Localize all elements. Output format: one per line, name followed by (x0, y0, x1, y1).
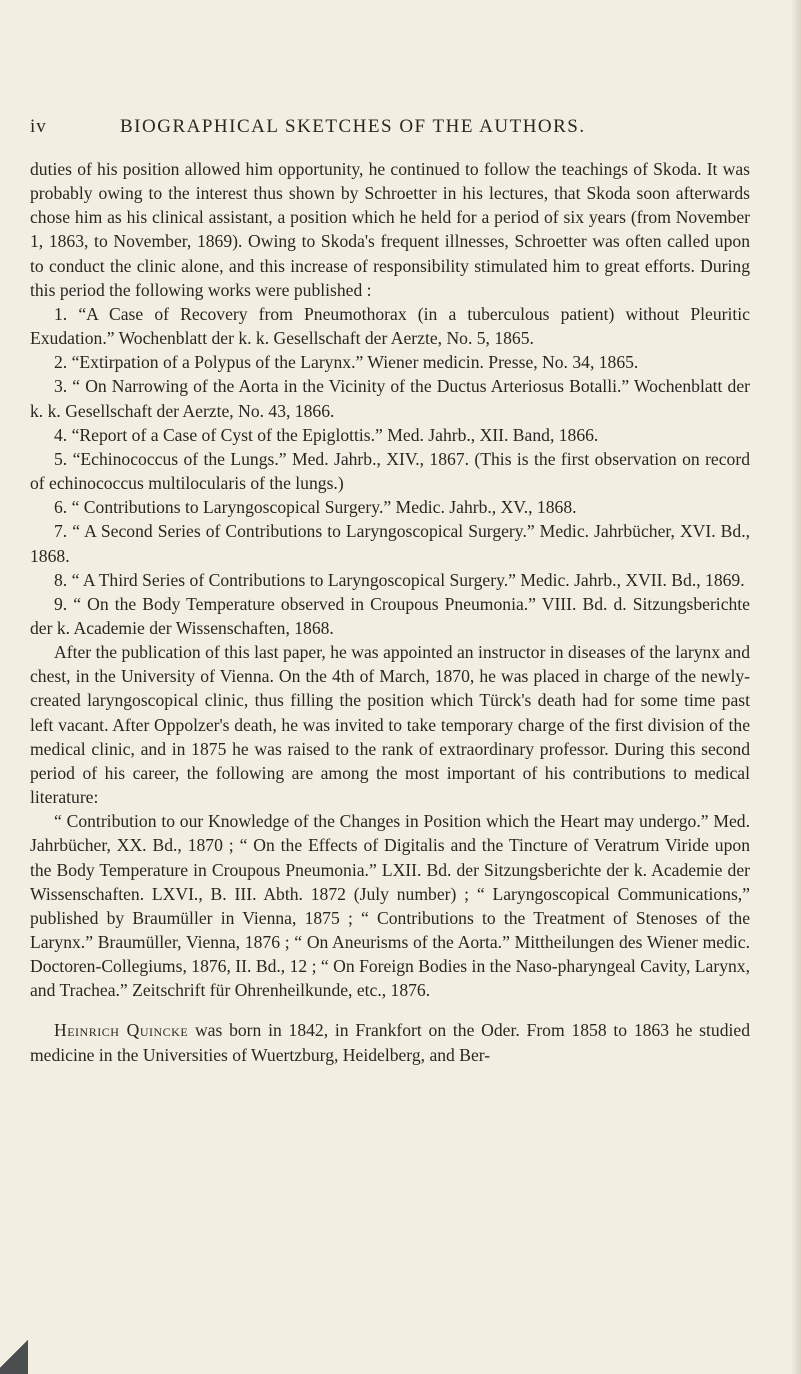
page-body (30, 157, 750, 1067)
quincke-text: was born in 1842, in Frankfort on the Oder. From 1858 to 1863 he studied medicine in the Universities of Wuertzburg, Heidelberg, and Ber- (30, 1020, 750, 1065)
page-number: iv (30, 116, 47, 137)
publication-item: 3. “ On Narrowing of the Aorta in the Vicinity of the Ductus Arteriosus Botalli.” Wochenblatt der k. k. Gesellschaft der Aerzte, No. 43, 1866. (30, 376, 750, 421)
contributions-paragraph: “ Contribution to our Knowledge of the Changes in Position which the Heart may undergo.” Med. Jahrbücher, XX. Bd., 1870 ; “ On the Effects of Digitalis and the Tincture of Veratrum Viride upon the Body Temperature in Croupous Pneumonia.” LXII. Bd. der Sitzungsberichte der k. Academie der Wissenschaften. LXVI., B. III. Abth. 1872 (July number) ; “ Laryngoscopical Communications,” published by Braumüller in Vienna, 1875 ; “ Contributions to the Treatment of Stenoses of the Larynx.” Braumüller, Vienna, 1876 ; “ On Aneurisms of the Aorta.” Mittheilungen des Wiener medic. Doctoren-Collegiums, 1876, II. Bd., 12 ; “ On Foreign Bodies in the Naso-pharyngeal Cavity, Larynx, and Trachea.” Zeitschrift für Ohrenheilkunde, etc., 1876. (30, 811, 750, 1001)
intro-paragraph: duties of his position allowed him opportunity, he continued to follow the teachings of Skoda. It was probably owing to the interest thus shown by Schroetter in his lectures, that Skoda soon afterwards chose him as his clinical assistant, a position which he held for a period of six years (from November 1, 1863, to November, 1869). Owing to Skoda's frequent illnesses, Schroetter was often called upon to conduct the clinic alone, and this increase of responsibility stimulated him to great efforts. During this period the following works were published : (30, 159, 750, 300)
running-title: BIOGRAPHICAL SKETCHES OF THE AUTHORS. (120, 116, 586, 137)
career-paragraph: After the publication of this last paper, he was appointed an instructor in diseases of the larynx and chest, in the University of Vienna. On the 4th of March, 1870, he was placed in charge of the newly-created laryngoscopical clinic, thus filling the position which Türck's death had for some time past left vacant. After Oppolzer's death, he was invited to take temporary charge of the first division of the medical clinic, and in 1875 he was raised to the rank of extraordinary professor. During this second period of his career, the following are among the most important of his contributions to medical literature: (30, 642, 750, 808)
publication-item: 4. “Report of a Case of Cyst of the Epiglottis.” Med. Jahrb., XII. Band, 1866. (54, 424, 599, 445)
quincke-paragraph (30, 1018, 750, 1066)
publication-item: 5. “Echinococcus of the Lungs.” Med. Jahrb., XIV., 1867. (This is the first observation on record of echinococcus multilocularis of the lungs.) (30, 448, 750, 494)
publication-item: 2. “Extirpation of a Polypus of the Larynx.” Wiener medicin. Presse, No. 34, 1865. (54, 352, 639, 373)
publication-item: 9. “ On the Body Temperature observed in Croupous Pneumonia.” VIII. Bd. d. Sitzungsberichte der k. Academie der Wissenschaften, 1868. (30, 593, 750, 638)
publication-item: 7. “ A Second Series of Contributions to Laryngoscopical Surgery.” Medic. Jahrbücher, XVI. Bd., 1868. (30, 521, 750, 566)
publication-item: 6. “ Contributions to Laryngoscopical Surgery.” Medic. Jahrb., XV., 1868. (54, 497, 577, 518)
publication-item: 8. “ A Third Series of Contributions to Laryngoscopical Surgery.” Medic. Jahrb., XVII. Bd., 1869. (54, 569, 745, 590)
page-edge-shadow (791, 0, 801, 1374)
page-corner (0, 1334, 28, 1374)
author-name: Heinrich Quincke (54, 1020, 189, 1041)
publication-item: 1. “A Case of Recovery from Pneumothorax (in a tuberculous patient) without Pleuritic Exudation.” Wochenblatt der k. k. Gesellschaft der Aerzte, No. 5, 1865. (30, 303, 750, 349)
